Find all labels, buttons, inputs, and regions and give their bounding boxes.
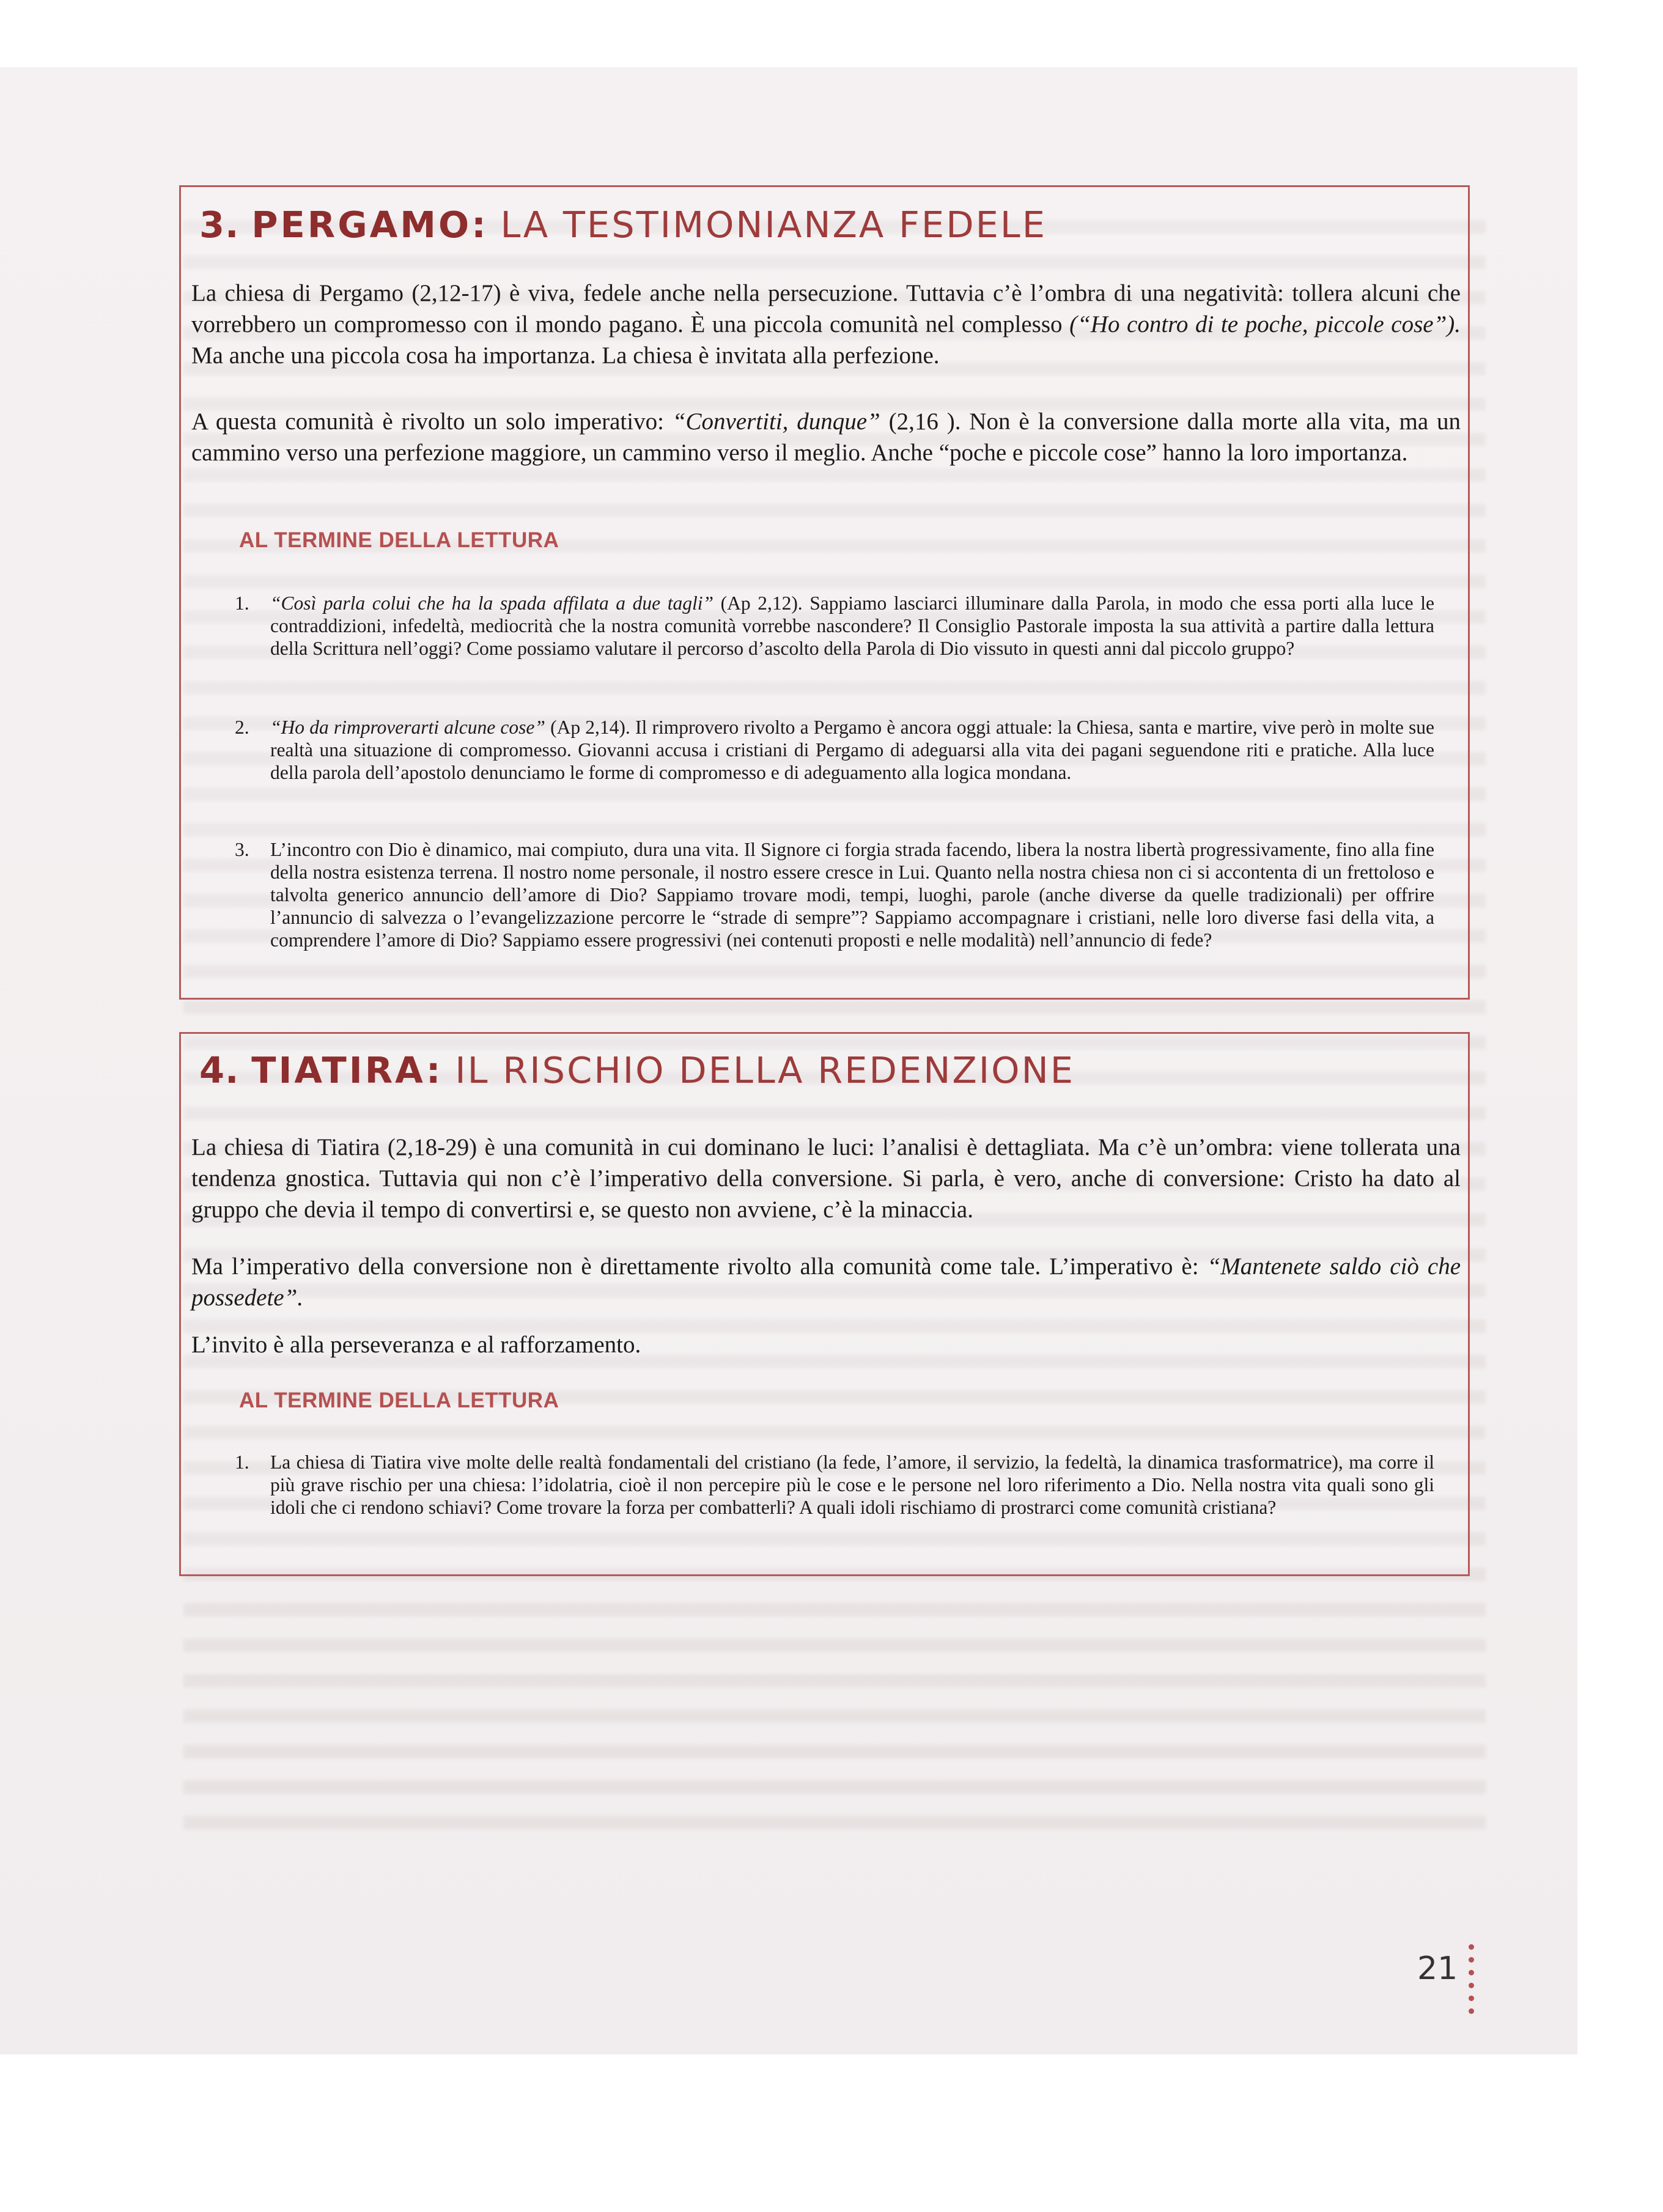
reading-heading: AL TERMINE DELLA LETTURA [239,528,559,552]
reading-heading: AL TERMINE DELLA LETTURA [239,1388,559,1412]
section-name: TIATIRA: [251,1049,443,1091]
section-subtitle: LA TESTIMONIANZA FEDELE [500,204,1047,246]
section-title [199,201,1456,249]
paragraph: Ma l’imperativo della conversione non è direttamente rivolto alla comunità come tale. L’imperativo è: “Mantenete saldo ciò che possedete”. [191,1253,1461,1311]
list-item: 1. “Così parla colui che ha la spada affilata a due tagli” (Ap 2,12). Sappiamo lasciarci illuminare dalla Parola, in modo che essa porti alla luce le contraddizioni, infedeltà, mediocrità che la nostra comunità vorrebbe nascondere? Il Consiglio Pastorale imposta la sua attività a partire dalla lettura della Scrittura nell’oggi? Come possiamo valutare il percorso d’ascolto della Parola di Dio vissuto in questi anni dal piccolo gruppo? [235,592,1434,659]
section-title [199,1046,1456,1095]
section-number: 4. [199,1049,240,1091]
list-item: 3. L’incontro con Dio è dinamico, mai compiuto, dura una vita. Il Signore ci forgia strada facendo, libera la nostra libertà progressivamente, fino alla fine della nostra esistenza terrena. Il nostro nome personale, il nostro essere cresce in Lui. Quanto nella nostra chiesa non ci si accontenta di un frettoloso e talvolta generico annuncio dell’amore di Dio? Sappiamo trovare modi, tempi, luoghi, parole (anche diverse da quelle tradizionali) per offrire l’annuncio di salvezza o l’evangelizzazione percorre le “strade di sempre”? Sappiamo accompagnare i cristiani, nelle loro diverse fasi della vita, a comprendere l’amore di Dio? Sappiamo essere progressivi (nei contenuti proposti e nelle modalità) nell’annuncio di fede? [235,839,1434,951]
list-item: 2. “Ho da rimproverarti alcune cose” (Ap 2,14). Il rimprovero rivolto a Pergamo è ancora oggi attuale: la Chiesa, santa e martire, vive però in molte sue realtà una situazione di compromesso. Giovanni accusa i cristiani di Pergamo di adeguarsi alla vita dei pagani seguendone riti e pratiche. Alla luce della parola dell’apostolo denunciamo le forme di compromesso e di adeguamento alla logica mondana. [235,717,1435,783]
section-name: PERGAMO: [251,204,489,246]
paragraph: La chiesa di Pergamo (2,12-17) è viva, fedele anche nella persecuzione. Tuttavia c’è l’ombra di una negatività: tollera alcuni che vorrebbero un compromesso con il mondo pagano. È una piccola comunità nel complesso (“Ho contro di te poche, piccole cose”). Ma anche una piccola cosa ha importanza. La chiesa è invitata alla perfezione. [191,280,1461,369]
decorative-dots [1469,1944,1477,2021]
section-pergamo [179,185,1470,1000]
section-subtitle: IL RISCHIO DELLA REDENZIONE [455,1049,1075,1091]
paragraph: L’invito è alla perseveranza e al rafforzamento. [191,1332,641,1358]
page-number: 21 [1417,1950,1458,1987]
paragraph: La chiesa di Tiatira (2,18-29) è una comunità in cui dominano le luci: l’analisi è dettagliata. Ma c’è un’ombra: viene tollerata una tendenza gnostica. Tuttavia qui non c’è l’imperativo della conversione. Si parla, è vero, anche di conversione: Cristo ha dato al gruppo che devia il tempo di convertirsi e, se questo non avviene, c’è la minaccia. [191,1134,1461,1223]
paragraph: A questa comunità è rivolto un solo imperativo: “Convertiti, dunque” (2,16 ). Non è la conversione dalla morte alla vita, ma un cammino verso una perfezione maggiore, un cammino verso il meglio. Anche “poche e piccole cose” hanno la loro importanza. [191,408,1461,466]
section-number: 3. [199,204,240,246]
section-tiatira [179,1032,1470,1576]
list-item: 1. La chiesa di Tiatira vive molte delle realtà fondamentali del cristiano (la fede, l’amore, il servizio, la fedeltà, la dinamica trasformatrice), ma corre il più grave rischio per una chiesa: l’idolatria, cioè il non percepire più le cose e le persone nel loro riferimento a Dio. Nella nostra vita quali sono gli idoli che ci rendono schiavi? Come trovare la forza per combatterli? A quali idoli rischiamo di prostrarci come comunità cristiana? [235,1451,1434,1518]
